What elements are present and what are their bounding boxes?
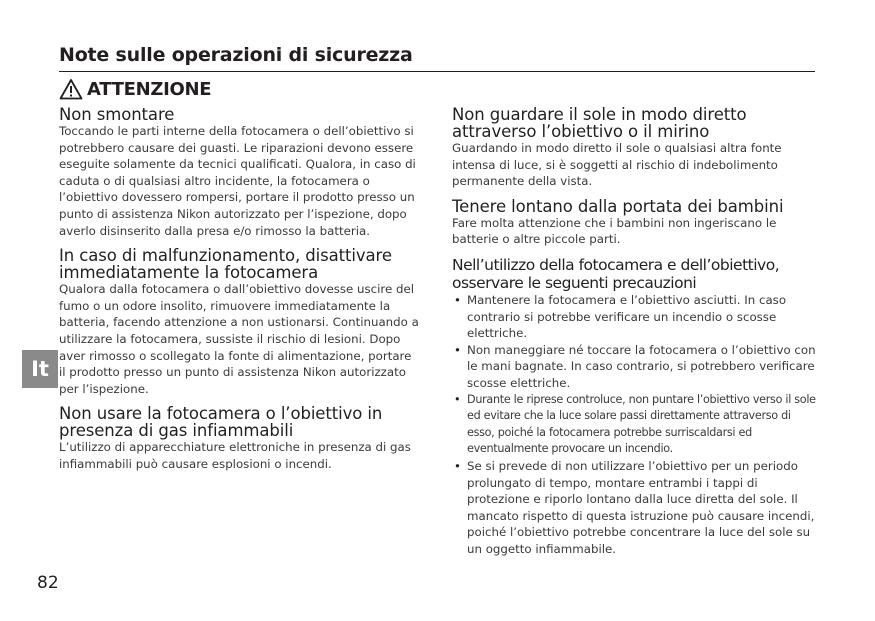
section-body: Toccando le parti interne della fotocamera o dell’obiettivo si potrebbero causare dei guasti. Le riparazioni devono essere eseguite solamente da tecnici qualificati. Qualora, in caso di caduta o di qualsiasi altro incidente, la fotocamera o l’obiettivo dovessero rompersi, portare il prodotto presso un punto di assistenza Nikon autorizzato per l’ispezione, dopo averlo disinserito dalla presa e/o rimosso la batteria. <box>59 124 416 238</box>
section-heading: In caso di malfunzionamento, disattivare immediatamente la fotocamera <box>59 246 392 283</box>
section-heading: Tenere lontano dalla portata dei bambini <box>452 196 784 216</box>
list-item: • Se si prevede di non utilizzare l’obiettivo per un periodo prolungato di tempo, montare entrambi i tappi di protezione e riporlo lontano dalla luce diretta del sole. Il mancato rispetto di questa istruzione può causare incendi, poiché l’obiettivo potrebbe concentrare la luce del sole su un oggetto infiammabile. <box>452 458 818 558</box>
warning-header <box>59 78 211 100</box>
precautions-list <box>452 292 818 558</box>
page-title: Note sulle operazioni di sicurezza <box>59 44 413 66</box>
right-column <box>452 106 818 565</box>
section-precauzioni <box>452 256 818 558</box>
section-heading: Non guardare il sole in modo diretto attraverso l’obiettivo o il mirino <box>452 105 747 141</box>
section-heading: Nell’utilizzo della fotocamera e dell’obiettivo, osservare le seguenti precauzioni <box>452 255 780 292</box>
page-number: 82 <box>37 573 59 593</box>
list-item: • Non maneggiare né toccare la fotocamera o l’obiettivo con le mani bagnate. In caso contrario, si potrebbero verificare scosse elettriche. <box>452 342 818 392</box>
section-sole <box>452 106 818 190</box>
section-malfunzionamento <box>59 247 421 397</box>
section-body: L’utilizzo di apparecchiature elettroniche in presenza di gas infiammabili può causare esplosioni o incendi. <box>59 440 411 471</box>
section-heading: Non usare la fotocamera o l’obiettivo in presenza di gas infiammabili <box>59 404 383 441</box>
list-item: • Mantenere la fotocamera e l’obiettivo asciutti. In caso contrario si potrebbe verificare un incendio o scosse elettriche. <box>452 292 818 342</box>
section-non-smontare <box>59 106 421 239</box>
section-heading: Non smontare <box>59 105 175 124</box>
warning-label: ATTENZIONE <box>87 78 212 100</box>
section-body: Guardando in modo diretto il sole o qualsiasi altra fonte intensa di luce, si è soggetti al rischio di indebolimento permanente della vista. <box>452 141 782 189</box>
section-body: Fare molta attenzione che i bambini non ingeriscano le batterie o altre piccole parti. <box>452 215 777 247</box>
title-divider <box>59 71 815 72</box>
language-tab: It <box>22 350 58 388</box>
warning-triangle-icon <box>59 78 83 100</box>
section-bambini <box>452 198 818 248</box>
list-item: • Durante le riprese controluce, non puntare l’obiettivo verso il sole ed evitare che la luce solare passi direttamente attraverso di esso, poiché la fotocamera potrebbe surriscaldarsi ed eventualmente provocare un incendio. <box>452 392 818 458</box>
section-body: Qualora dalla fotocamera o dall’obiettivo dovesse uscire del fumo o un odore insolito, rimuovere immediatamente la batteria, facendo attenzione a non ustionarsi. Continuando a utilizzare la fotocamera, sussiste il rischio di lesioni. Dopo aver rimosso o scollegato la fonte di alimentazione, portare il prodotto presso un punto di assistenza Nikon autorizzato per l’ispezione. <box>59 282 419 396</box>
section-gas-infiammabili <box>59 405 421 472</box>
left-column <box>59 106 421 481</box>
